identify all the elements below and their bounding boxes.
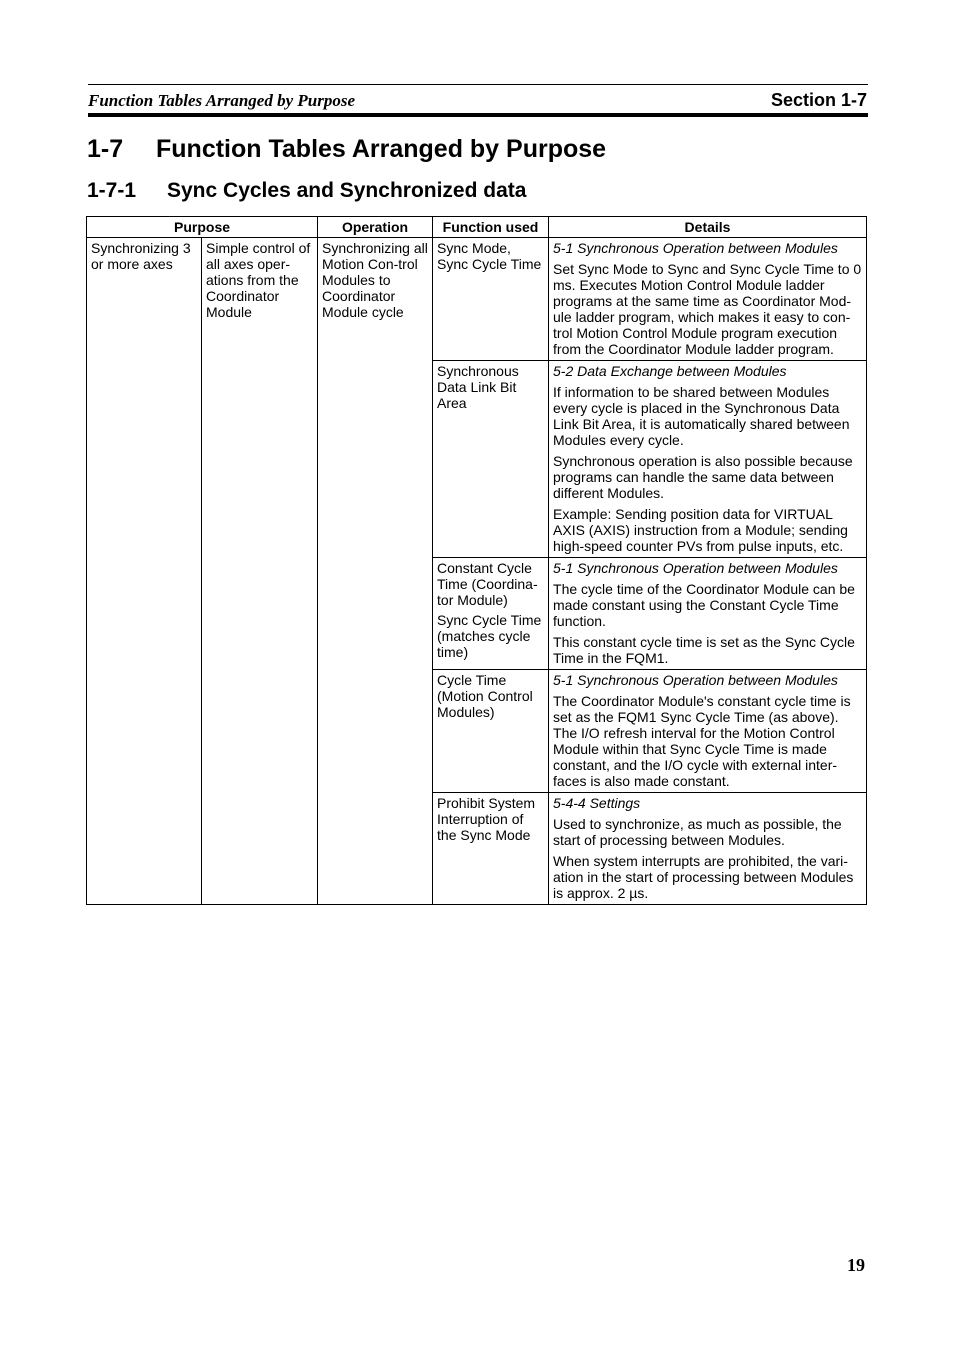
page-number: 19 <box>847 1255 865 1275</box>
function-text: Prohibit System Interruption of the Sync Mode <box>437 795 536 843</box>
details-cell <box>549 361 867 558</box>
column-header-details: Details <box>549 217 867 238</box>
section-heading <box>87 134 606 164</box>
header-thick-rule <box>88 113 868 117</box>
details-text: Example: Sending position data for VIRTUAL AXIS (AXIS) instruction from a Module; sending high-speed counter PVs from pulse inputs, etc. <box>553 506 848 554</box>
details-text: If information to be shared between Modules every cycle is placed in the Synchronous Data Link Bit Area, it is automatically shared between Modules every cycle. <box>553 384 850 448</box>
details-text: Set Sync Mode to Sync and Sync Cycle Time to 0 ms. Executes Motion Control Module ladder programs at the same time as Coordinator Mod-ule ladder program, which makes it easy to con-trol Motion Control Module program execution from the Coordinator Module ladder program. <box>553 261 862 357</box>
column-header-purpose: Purpose <box>87 217 318 238</box>
details-text: When system interrupts are prohibited, the vari-ation in the start of processing between Modules is approx. 2 µs. <box>553 853 854 901</box>
function-cell <box>433 361 549 558</box>
details-text: The Coordinator Module's constant cycle time is set as the FQM1 Sync Cycle Time (as above). The I/O refresh interval for the Motion Control Module within that Sync Cycle Time is made constant, and the I/O cycle with external inter-faces is also made constant. <box>553 693 851 789</box>
function-cell <box>433 558 549 670</box>
function-table <box>86 216 867 905</box>
table-header-row <box>87 217 867 238</box>
function-text: Constant Cycle Time (Coordina-tor Module) <box>437 560 538 608</box>
function-text: Sync Mode, Sync Cycle Time <box>437 240 542 272</box>
subsection-title: Sync Cycles and Synchronized data <box>167 179 527 202</box>
purpose-cell: Synchronizing 3 or more axes <box>87 238 202 905</box>
section-reference: 5-2 Data Exchange between Modules <box>553 363 787 379</box>
section-title: Function Tables Arranged by Purpose <box>156 135 607 163</box>
column-header-function-used: Function used <box>433 217 549 238</box>
details-text: This constant cycle time is set as the Sync Cycle Time in the FQM1. <box>553 634 855 666</box>
section-label: Section 1-7 <box>770 90 867 110</box>
subsection-heading <box>87 178 526 204</box>
function-text: Cycle Time (Motion Control Modules) <box>437 672 533 720</box>
section-number: 1-7 <box>87 135 124 163</box>
purpose-detail-cell: Simple control of all axes oper-ations from the Coordinator Module <box>202 238 318 905</box>
function-cell <box>433 670 549 793</box>
section-reference: 5-1 Synchronous Operation between Modules <box>553 560 838 576</box>
details-cell <box>549 793 867 905</box>
function-cell <box>433 238 549 361</box>
details-text: Synchronous operation is also possible because programs can handle the same data between different Modules. <box>553 453 853 501</box>
column-header-operation: Operation <box>318 217 433 238</box>
table-row <box>87 238 867 361</box>
details-text: Used to synchronize, as much as possible, the start of processing between Modules. <box>553 816 842 848</box>
subsection-number: 1-7-1 <box>87 179 137 202</box>
running-title: Function Tables Arranged by Purpose <box>88 91 356 110</box>
details-text: The cycle time of the Coordinator Module can be made constant using the Constant Cycle Time function. <box>553 581 855 629</box>
function-cell <box>433 793 549 905</box>
details-cell <box>549 238 867 361</box>
details-cell <box>549 558 867 670</box>
section-reference: 5-1 Synchronous Operation between Modules <box>553 672 838 688</box>
section-reference: 5-1 Synchronous Operation between Modules <box>553 240 838 256</box>
function-text: Sync Cycle Time (matches cycle time) <box>437 612 542 660</box>
details-cell <box>549 670 867 793</box>
operation-cell: Synchronizing all Motion Con-trol Modules to Coordinator Module cycle <box>318 238 433 905</box>
header-top-rule <box>88 84 868 85</box>
function-text: Synchronous Data Link Bit Area <box>437 363 519 411</box>
section-reference: 5-4-4 Settings <box>553 795 641 811</box>
